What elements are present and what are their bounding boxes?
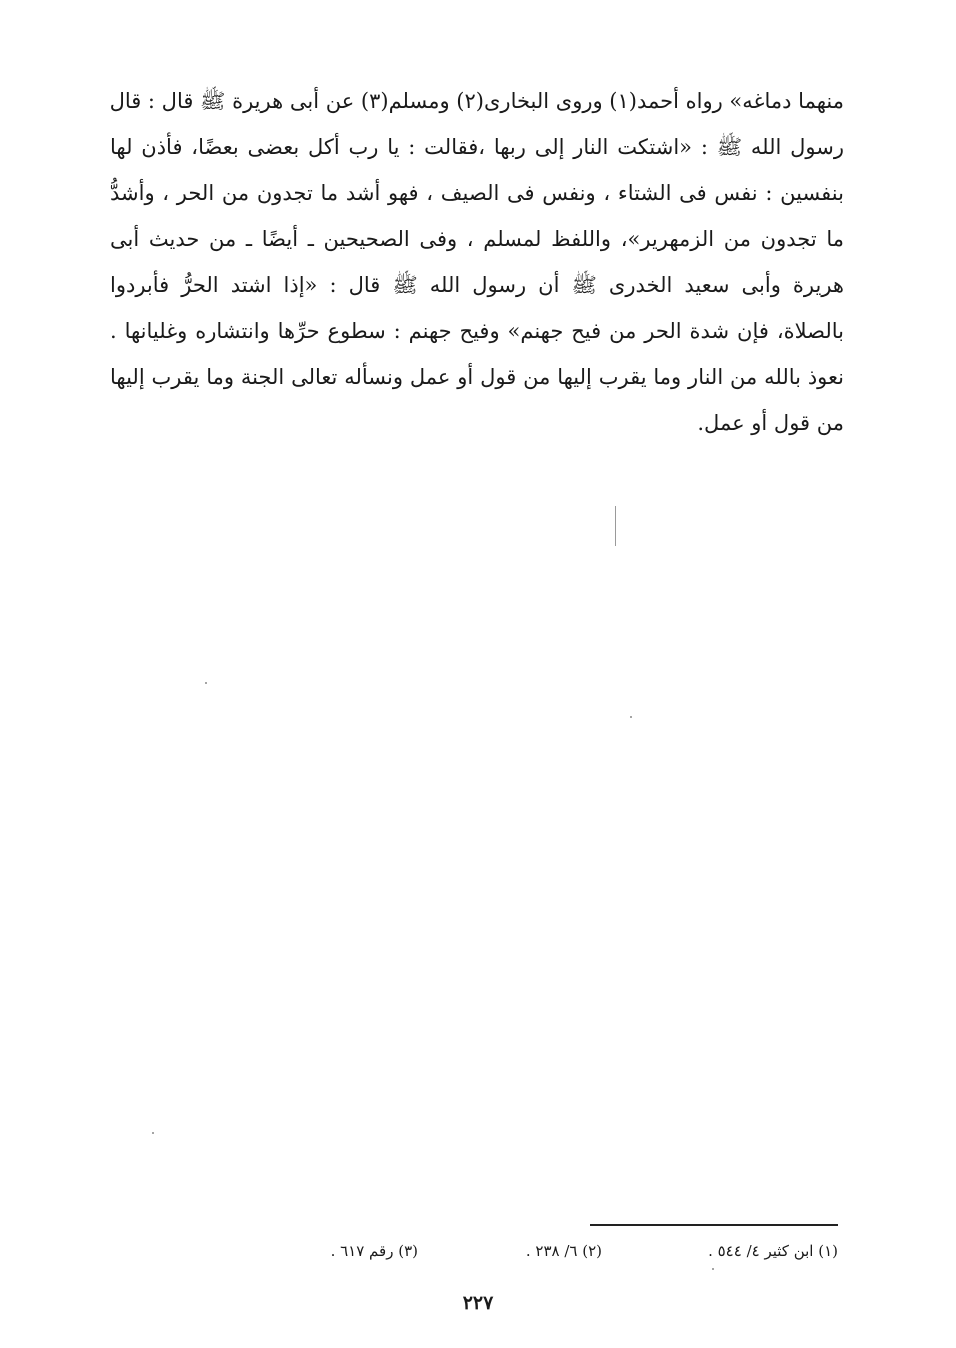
footnote-separator xyxy=(590,1224,838,1226)
footnotes xyxy=(278,1236,838,1266)
text-line-3: بنفسين : نفس فى الشتاء ، ونفس فى الصيف ، فهو أشد ما تجدون من الحر ، وأشدُّ xyxy=(110,181,844,205)
text-line-5: هريرة وأبى سعيد الخدرى ﷺ أن رسول الله ﷺ قال : «إذا اشتد الحرُّ فأبردوا xyxy=(110,273,844,297)
scan-speck xyxy=(205,682,207,684)
text-line-6: بالصلاة، فإن شدة الحر من فيح جهنم» وفيح جهنم : سطوع حرِّها وانتشاره وغليانها . xyxy=(110,319,844,343)
scan-speck xyxy=(712,1268,714,1270)
text-line-1: منهما دماغه» رواه أحمد(١) وروى البخارى(٢) ومسلم(٣) عن أبى هريرة ﷺ قال : قال xyxy=(109,89,844,113)
text-line-2: رسول الله ﷺ : «اشتكت النار إلى ربها ،فقالت : يا رب أكل بعضى بعضًا، فأذن لها xyxy=(110,135,844,159)
main-text xyxy=(110,78,844,446)
scan-speck xyxy=(630,716,632,718)
footnote-1: (١) ابن كثير ٤/ ٥٤٤ . xyxy=(708,1242,838,1260)
text-line-4: ما تجدون من الزمهرير»، واللفظ لمسلم ، وفى الصحيحين ـ أيضًا ـ من حديث أبى xyxy=(110,227,844,251)
text-line-7: نعوذ بالله من النار وما يقرب إليها من قول أو عمل ونسأله تعالى الجنة وما يقرب إليها xyxy=(110,365,844,389)
scan-speck xyxy=(152,1132,154,1134)
scan-artifact-line xyxy=(615,506,616,546)
footnote-2: (٢) ٦/ ٢٣٨ . xyxy=(525,1242,602,1260)
page-number: ٢٢٧ xyxy=(462,1292,494,1314)
footnote-3: (٣) رقم ٦١٧ . xyxy=(330,1242,418,1260)
text-line-8: من قول أو عمل. xyxy=(697,411,844,435)
